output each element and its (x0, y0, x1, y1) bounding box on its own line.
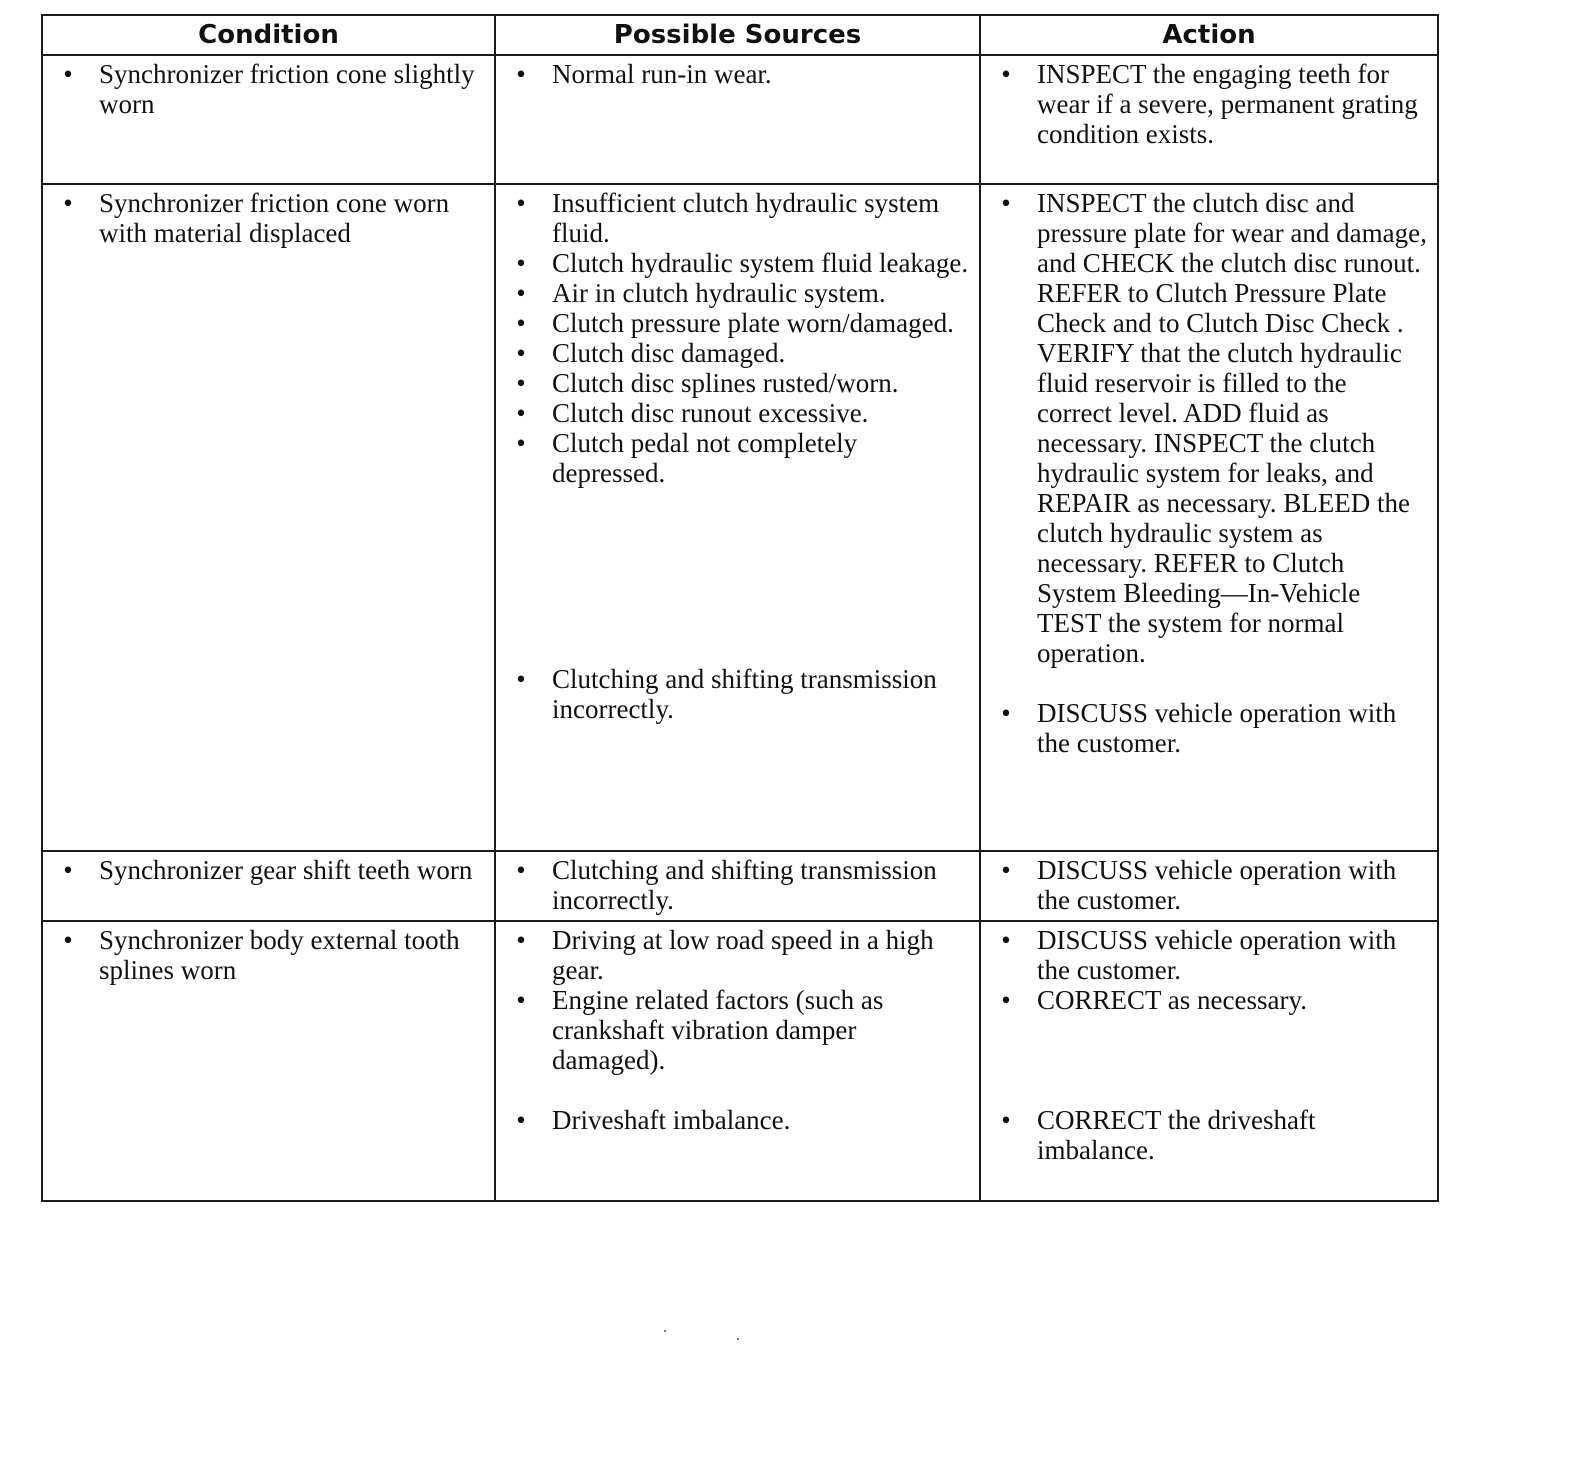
bullet-icon: • (1001, 188, 1011, 218)
bullet-icon: • (1001, 1105, 1011, 1135)
list-item: • Driveshaft imbalance. (496, 1105, 969, 1135)
bullet-icon: • (516, 855, 526, 885)
list-item: • CORRECT as necessary. (981, 985, 1427, 1015)
bullet-icon: • (516, 188, 526, 218)
list-item: • Clutching and shifting transmission incorrectly. (496, 664, 969, 724)
action-cell (980, 184, 1438, 851)
table-row (42, 851, 1438, 921)
sources-cell (495, 184, 980, 851)
table-row (42, 55, 1438, 184)
header-possible-sources: Possible Sources (495, 15, 980, 55)
bullet-icon: • (516, 338, 526, 368)
list-item: • CORRECT the driveshaft imbalance. (981, 1105, 1427, 1165)
action-cell (980, 921, 1438, 1201)
list-item: • Synchronizer gear shift teeth worn (43, 855, 484, 885)
bullet-icon: • (516, 428, 526, 458)
list-item: • Clutch pressure plate worn/damaged. (496, 308, 969, 338)
bullet-icon: • (63, 188, 73, 218)
list-item: • DISCUSS vehicle operation with the customer. (981, 855, 1427, 915)
header-row (42, 15, 1438, 55)
bullet-icon: • (516, 308, 526, 338)
bullet-icon: • (1001, 925, 1011, 955)
list-item: • Clutch hydraulic system fluid leakage. (496, 248, 969, 278)
bullet-icon: • (516, 278, 526, 308)
sources-cell (495, 851, 980, 921)
condition-cell (42, 851, 495, 921)
scan-speck (737, 1338, 739, 1340)
list-item: • Engine related factors (such as crankshaft vibration damper damaged). (496, 985, 969, 1075)
bullet-icon: • (1001, 698, 1011, 728)
list-item: • Driving at low road speed in a high gear. (496, 925, 969, 985)
list-item: • Clutch pedal not completely depressed. (496, 428, 969, 488)
list-item: • Air in clutch hydraulic system. (496, 278, 969, 308)
action-cell (980, 851, 1438, 921)
list-item: • Insufficient clutch hydraulic system fluid. (496, 188, 969, 248)
bullet-icon: • (516, 985, 526, 1015)
list-item: • INSPECT the engaging teeth for wear if a severe, permanent grating condition exists. (981, 59, 1427, 149)
sources-cell (495, 55, 980, 184)
condition-cell (42, 55, 495, 184)
list-item: • Synchronizer friction cone worn with material displaced (43, 188, 484, 248)
list-item: • DISCUSS vehicle operation with the customer. (981, 925, 1427, 985)
list-item: • Synchronizer friction cone slightly worn (43, 59, 484, 119)
list-item: • Clutch disc splines rusted/worn. (496, 368, 969, 398)
list-item: • DISCUSS vehicle operation with the customer. (981, 698, 1427, 758)
bullet-icon: • (516, 925, 526, 955)
action-cell (980, 55, 1438, 184)
list-item: • Clutch disc damaged. (496, 338, 969, 368)
bullet-icon: • (516, 1105, 526, 1135)
bullet-icon: • (1001, 59, 1011, 89)
diagnosis-table (41, 14, 1439, 1202)
list-item: • Clutching and shifting transmission incorrectly. (496, 855, 969, 915)
list-item: • Clutch disc runout excessive. (496, 398, 969, 428)
table-row (42, 184, 1438, 851)
bullet-icon: • (63, 925, 73, 955)
scan-speck (664, 1330, 666, 1332)
bullet-icon: • (516, 664, 526, 694)
list-item: • Normal run-in wear. (496, 59, 969, 89)
bullet-icon: • (1001, 855, 1011, 885)
bullet-icon: • (516, 59, 526, 89)
bullet-icon: • (516, 368, 526, 398)
header-condition: Condition (42, 15, 495, 55)
bullet-icon: • (516, 398, 526, 428)
list-item: • INSPECT the clutch disc and pressure plate for wear and damage, and CHECK the clutch disc runout. REFER to Clutch Pressure Plate Check and to Clutch Disc Check . VERIFY that the clutch hydraulic fluid reservoir is filled to the correct level. ADD fluid as necessary. INSPECT the clutch hydraulic system for leaks, and REPAIR as necessary. BLEED the clutch hydraulic system as necessary. REFER to Clutch System Bleeding—In-Vehicle TEST the system for normal operation. (981, 188, 1427, 668)
bullet-icon: • (63, 855, 73, 885)
table-row (42, 921, 1438, 1201)
condition-cell (42, 184, 495, 851)
bullet-icon: • (63, 59, 73, 89)
sources-cell (495, 921, 980, 1201)
bullet-icon: • (1001, 985, 1011, 1015)
header-action: Action (980, 15, 1438, 55)
list-item: • Synchronizer body external tooth splines worn (43, 925, 484, 985)
condition-cell (42, 921, 495, 1201)
bullet-icon: • (516, 248, 526, 278)
